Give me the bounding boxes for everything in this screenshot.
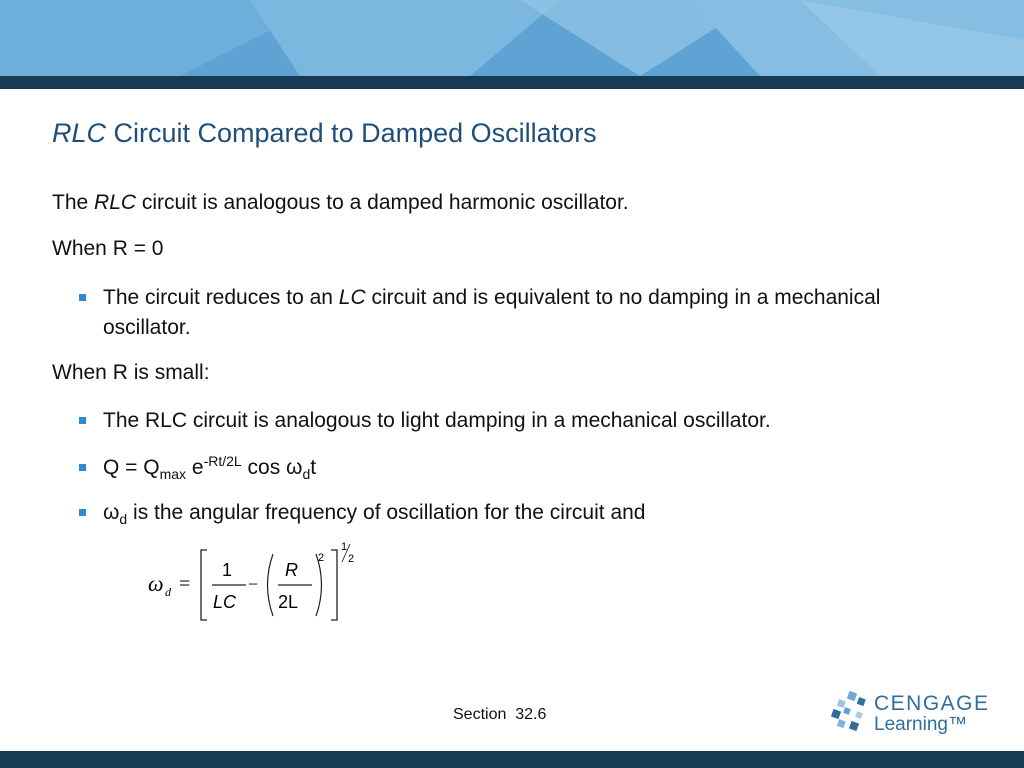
omega-symbol: ω bbox=[103, 501, 120, 524]
formula-left-paren bbox=[268, 554, 274, 616]
omega-sub: d bbox=[119, 511, 128, 528]
eq-q: Q = Q bbox=[103, 456, 160, 479]
formula-right-bracket bbox=[331, 550, 337, 620]
bullet-lc-text bbox=[103, 283, 943, 343]
formula-r: R bbox=[285, 560, 298, 580]
bullet-marker bbox=[79, 464, 86, 471]
slide-title bbox=[52, 118, 597, 149]
logo-subword: Learning™ bbox=[874, 714, 967, 735]
omega-text: is the angular frequency of oscillation for the circuit and bbox=[127, 501, 646, 524]
eq-cos: cos ω bbox=[241, 456, 303, 479]
title-rest: Circuit Compared to Damped Oscillators bbox=[106, 118, 597, 148]
omega-formula bbox=[140, 538, 380, 630]
charge-equation bbox=[103, 453, 943, 483]
intro-paragraph bbox=[52, 188, 629, 218]
bullet-lc-prefix: The circuit reduces to an bbox=[103, 286, 339, 309]
formula-omega: ω bbox=[148, 571, 164, 596]
cengage-logo-mark-icon bbox=[830, 690, 870, 734]
eq-t: t bbox=[310, 456, 317, 479]
formula-half-den: 2 bbox=[348, 553, 355, 565]
header-decoration bbox=[0, 0, 1024, 76]
header-band bbox=[0, 0, 1024, 76]
formula-lc: LC bbox=[213, 592, 237, 612]
bullet-lc-italic: LC bbox=[338, 286, 366, 309]
formula-left-bracket bbox=[201, 550, 207, 620]
formula-half-num: 1 bbox=[341, 541, 348, 553]
when-small-heading: When R is small: bbox=[52, 361, 210, 384]
formula-one: 1 bbox=[222, 560, 233, 580]
formula-two-l: 2L bbox=[278, 592, 299, 612]
bullet-light-text: The RLC circuit is analogous to light damping in a mechanical oscillator. bbox=[103, 409, 771, 432]
formula-omega-sub: d bbox=[165, 585, 171, 599]
intro-suffix: circuit is analogous to a damped harmonic oscillator. bbox=[136, 191, 629, 214]
bullet-lc-suffix: circuit and is equivalent to no damping in a mechanical oscillator. bbox=[103, 286, 881, 339]
bullet-marker bbox=[79, 509, 86, 516]
eq-e-sup: -Rt/2L bbox=[203, 453, 242, 469]
eq-q-sub: max bbox=[159, 466, 187, 483]
title-italic: RLC bbox=[52, 118, 107, 148]
footer-rule bbox=[0, 751, 1024, 768]
bullet-marker bbox=[79, 294, 86, 301]
formula-equals: = bbox=[179, 573, 191, 595]
eq-omega-sub: d bbox=[302, 466, 311, 483]
angular-frequency-text bbox=[103, 498, 943, 528]
cengage-logo bbox=[830, 690, 990, 738]
eq-e: e bbox=[186, 456, 204, 479]
bullet-marker bbox=[79, 417, 86, 424]
intro-prefix: The bbox=[52, 191, 95, 214]
formula-power: 2 bbox=[318, 552, 325, 564]
header-rule bbox=[0, 76, 1024, 89]
section-label: Section 32.6 bbox=[453, 706, 547, 723]
formula-graphic bbox=[140, 538, 380, 630]
intro-italic: RLC bbox=[94, 191, 137, 214]
formula-minus: − bbox=[248, 574, 259, 594]
logo-word: CENGAGE bbox=[874, 692, 990, 715]
when-zero-heading: When R = 0 bbox=[52, 237, 164, 260]
